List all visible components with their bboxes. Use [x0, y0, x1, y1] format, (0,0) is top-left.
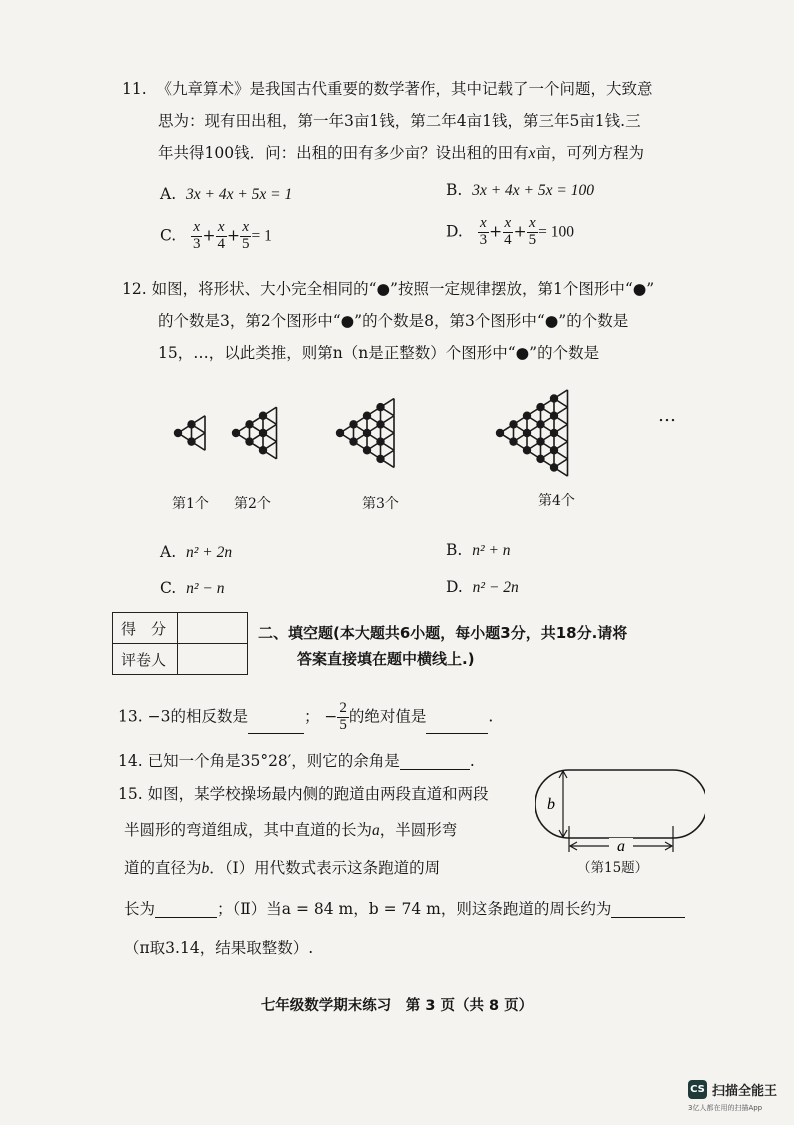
- q13-line: 13. −3的相反数是 ； − $\frac{2}{5}$ 的绝对值是 .: [118, 700, 494, 733]
- pattern-dot: [536, 420, 544, 428]
- pattern-dot: [336, 429, 344, 437]
- pattern-dot: [523, 412, 531, 420]
- pattern-dot: [363, 446, 371, 454]
- figure15-caption: （第15题）: [577, 860, 649, 876]
- pattern-dot: [536, 455, 544, 463]
- q11-text-3a: 年共得100钱．问：出租的田有多少亩？设出租的田有: [158, 144, 529, 162]
- q11-var-x: x: [528, 145, 536, 162]
- pattern-dot: [349, 437, 357, 445]
- option-label: A.: [160, 543, 177, 561]
- q11-option-b[interactable]: [446, 181, 594, 200]
- option-rhs: = 1: [251, 227, 272, 245]
- q15-text-1: 如图，某学校操场最内侧的跑道由两段直道和两段: [147, 785, 489, 803]
- pattern-dot: [259, 446, 267, 454]
- option-expr: n² + n: [472, 542, 511, 559]
- pattern-dot: [509, 420, 517, 428]
- q15-line1: [118, 787, 489, 803]
- q12-number: 12.: [122, 280, 147, 298]
- pattern-dot: [363, 429, 371, 437]
- q13-number: 13.: [118, 707, 143, 726]
- q11-number: 11.: [122, 80, 147, 98]
- q11-line3: [158, 146, 644, 162]
- pattern-dot: [536, 403, 544, 411]
- scanner-name: 扫描全能王: [712, 1084, 778, 1099]
- pattern-dot: [376, 420, 384, 428]
- pattern-dot: [187, 420, 195, 428]
- option-expr: n² − n: [186, 580, 225, 597]
- fraction: $\frac{x}{3}$: [193, 219, 201, 252]
- q11-text-1: 《九章算术》是我国古代重要的数学著作，其中记载了一个问题，大致意: [156, 80, 653, 98]
- pattern-dot: [232, 429, 240, 437]
- option-rhs: = 100: [538, 223, 574, 241]
- pattern-dot: [523, 446, 531, 454]
- option-expr: 3x + 4x + 5x = 100: [472, 182, 594, 199]
- q13-answer-blank-1[interactable]: [248, 719, 304, 734]
- q12-option-a[interactable]: [160, 543, 232, 562]
- q13-fraction: $\frac{2}{5}$: [339, 700, 347, 733]
- fraction: $\frac{x}{3}$: [479, 215, 488, 248]
- pattern-dot: [349, 420, 357, 428]
- q14-text: 已知一个角是35°28′，则它的余角是: [147, 752, 400, 770]
- pattern-dot: [376, 437, 384, 445]
- pattern-dot: [550, 394, 558, 402]
- section2-heading-2: 答案直接填在题中横线上.): [297, 650, 475, 668]
- running-track-figure: [535, 762, 705, 854]
- option-label: C.: [160, 226, 177, 245]
- pattern-dot: [376, 403, 384, 411]
- track-outline: [535, 770, 705, 838]
- q12-line1: [122, 282, 654, 298]
- q11-option-a[interactable]: [160, 185, 292, 204]
- q15-number: 15.: [118, 785, 143, 803]
- q14-answer-blank[interactable]: [400, 755, 470, 770]
- grader-label: 评卷人: [113, 644, 178, 675]
- pattern-dots: [174, 394, 558, 471]
- scanner-watermark: [688, 1080, 777, 1099]
- pattern-dot: [187, 437, 195, 445]
- q14-number: 14.: [118, 752, 143, 770]
- score-label: 得 分: [113, 613, 178, 644]
- q12-option-b[interactable]: [446, 541, 511, 560]
- pattern-ellipsis: …: [658, 405, 676, 426]
- q15-answer-blank-2[interactable]: [611, 903, 685, 918]
- q11-line2: 思为：现有田出租，第一年3亩1钱，第二年4亩1钱，第三年5亩1钱.三: [158, 112, 641, 130]
- pattern-dot: [550, 463, 558, 471]
- option-label: B.: [446, 541, 463, 559]
- q13-answer-blank-2[interactable]: [426, 719, 488, 734]
- pattern-dot: [376, 455, 384, 463]
- fraction: $\frac{x}{5}$: [242, 219, 250, 252]
- q15-answer-blank-1[interactable]: [155, 903, 217, 918]
- pattern-dot: [245, 437, 253, 445]
- pattern-dot: [245, 420, 253, 428]
- section2-heading-1: 二、填空题(本大题共6小题，每小题3分，共18分.请将: [258, 624, 628, 642]
- q11-line1: [122, 82, 653, 98]
- track-label-b: b: [547, 796, 555, 813]
- option-label: D.: [446, 222, 463, 241]
- q15-var-b: b: [201, 860, 210, 877]
- q15-var-a: a: [372, 822, 380, 839]
- q15-line2: 半圆形的弯道组成，其中直道的长为a，半圆形弯: [124, 821, 458, 839]
- score-cell[interactable]: [178, 613, 248, 644]
- figure-label-3: 第3个: [362, 496, 399, 512]
- pattern-dot: [550, 412, 558, 420]
- q12-line2: 的个数是3，第2个图形中“●”的个数是8，第3个图形中“●”的个数是: [158, 312, 629, 330]
- q12-option-c[interactable]: [160, 579, 224, 598]
- q13-text-2: 的绝对值是: [348, 707, 427, 726]
- page-footer: 七年级数学期末练习 第 3 页（共 8 页）: [260, 998, 534, 1014]
- figure-label-4: 第4个: [538, 493, 575, 509]
- pattern-dot: [509, 437, 517, 445]
- dot-pattern-figure: [160, 375, 700, 495]
- q11-text-3b: 亩，可列方程为: [535, 144, 644, 162]
- pattern-dot: [550, 429, 558, 437]
- score-box: [112, 612, 248, 675]
- pattern-dot: [259, 429, 267, 437]
- grader-cell[interactable]: [178, 644, 248, 675]
- pattern-dot: [363, 412, 371, 420]
- track-label-a: a: [617, 838, 625, 854]
- pattern-dot: [523, 429, 531, 437]
- figure-label-2: 第2个: [234, 496, 271, 512]
- pattern-dot: [550, 446, 558, 454]
- fraction: $\frac{x}{4}$: [504, 215, 512, 248]
- option-expr: n² + 2n: [185, 544, 233, 561]
- q13-text-1: −3的相反数是: [147, 707, 248, 726]
- option-expr: 3x + 4x + 5x = 1: [185, 186, 293, 203]
- q13-separator: ；: [303, 707, 320, 726]
- q12-option-d[interactable]: [446, 578, 519, 597]
- option-label: C.: [160, 579, 177, 597]
- q11-option-c[interactable]: C. $\frac{x}{3}$ + $\frac{x}{4}$ + $\frac{x}{5}$ = 1: [160, 219, 272, 252]
- pattern-dot: [259, 412, 267, 420]
- fraction: $\frac{x}{5}$: [528, 215, 537, 248]
- q12-line3: 15，…，以此类推，则第n（n是正整数）个图形中“●”的个数是: [158, 344, 600, 362]
- q12-text-1: 如图，将形状、大小完全相同的“●”按照一定规律摆放，第1个图形中“●”: [151, 280, 655, 298]
- fraction: $\frac{x}{4}$: [217, 219, 226, 252]
- q13-minus: −: [324, 707, 338, 726]
- q15-line3: 道的直径为b．（Ⅰ）用代数式表示这条跑道的周: [124, 859, 441, 877]
- q11-option-d[interactable]: D. $\frac{x}{3}$ + $\frac{x}{4}$ + $\frac{x}{5}$ = 100: [446, 215, 574, 248]
- option-label: B.: [446, 181, 463, 199]
- option-expr: n² − 2n: [472, 579, 519, 596]
- scanner-logo-icon: CS: [688, 1080, 707, 1099]
- pattern-dot: [496, 429, 504, 437]
- q14-line: 14. 已知一个角是35°28′，则它的余角是 .: [118, 752, 475, 770]
- scanner-tagline: 3亿人都在用的扫描App: [688, 1104, 763, 1112]
- option-label: A.: [160, 185, 177, 203]
- pattern-dot: [174, 429, 182, 437]
- pattern-dot: [536, 437, 544, 445]
- q15-line5: （π取3.14，结果取整数）.: [124, 939, 314, 957]
- figure-label-1: 第1个: [172, 496, 209, 512]
- q15-line4: 长为 ；（Ⅱ）当a = 84 m，b = 74 m，则这条跑道的周长约为: [124, 902, 685, 918]
- option-label: D.: [446, 578, 463, 596]
